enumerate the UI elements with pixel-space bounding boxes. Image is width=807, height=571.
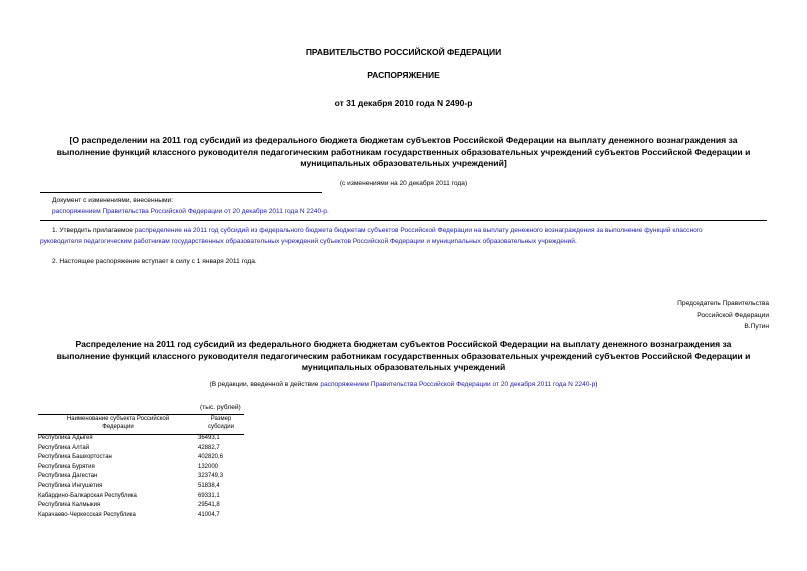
subsidy-value: 69331,1 <box>198 492 220 499</box>
region-name: Республика Бурятия <box>38 463 95 470</box>
amended-note: (с изменениями на 20 декабря 2011 года) <box>339 180 468 187</box>
region-name: Республика Ингушетия <box>38 482 103 489</box>
subsidy-value: 41004,7 <box>198 511 220 518</box>
subsidy-value: 132000 <box>198 463 219 470</box>
distribution-title-line: муниципальных образовательных учреждений <box>301 362 506 372</box>
subsidy-value: 29541,8 <box>198 502 220 509</box>
signature-position: Председатель Правительства <box>677 300 769 307</box>
paragraph-2: 2. Настоящее распоряжение вступает в силу с 1 января 2011 года. <box>52 258 257 265</box>
table-row <box>38 435 244 445</box>
document-type: РАСПОРЯЖЕНИЕ <box>367 70 440 80</box>
divider <box>40 192 322 193</box>
region-name: Республика Башкортостан <box>38 454 112 461</box>
subsidy-table <box>38 414 244 521</box>
title-line: муниципальных образовательных учреждений] <box>300 158 507 168</box>
signature-position: Российской Федерации <box>697 311 769 319</box>
column-header-value <box>198 415 244 435</box>
table-header-row <box>38 415 244 435</box>
table-units: (тыс. рублей) <box>200 404 241 411</box>
edition-link[interactable]: распоряжением Правительства Российской Федерации от 20 декабря 2011 года N 2240-р <box>320 381 596 388</box>
table-row <box>38 483 244 493</box>
region-name: Республика Калмыкия <box>38 502 101 509</box>
document-date-number: от 31 декабря 2010 года N 2490-р <box>334 98 473 108</box>
paragraph-1-suffix: . <box>574 238 577 245</box>
region-name: Республика Алтай <box>38 444 90 451</box>
distribution-title-line: Распределение на 2011 год субсидий из федерального бюджета бюджетам субъектов Российской Федерации на выплату денежного вознаграждения за <box>75 339 732 349</box>
table-row <box>38 445 244 455</box>
subsidy-value: 402820,6 <box>198 454 224 461</box>
changes-link[interactable]: распоряжением Правительства Российской Федерации от 20 декабря 2011 года N 2240-р. <box>52 208 329 215</box>
subsidy-value: 36493,1 <box>198 435 220 441</box>
paragraph-1 <box>52 226 772 236</box>
table-row <box>38 473 244 483</box>
signature-block <box>677 298 769 333</box>
edition-note <box>0 381 807 388</box>
region-name: Республика Дагестан <box>38 473 98 480</box>
government-heading: ПРАВИТЕЛЬСТВО РОССИЙСКОЙ ФЕДЕРАЦИИ <box>305 47 502 57</box>
title-line: [О распределении на 2011 год субсидий из федерального бюджета бюджетам субъектов Российской Федерации на выплату денежного вознаграждения за <box>69 135 738 145</box>
paragraph-1-prefix: 1. Утвердить прилагаемое <box>52 227 133 234</box>
table-row <box>38 493 244 503</box>
paragraph-1-continued <box>40 237 770 247</box>
column-header-text: субсидии <box>208 424 234 430</box>
region-name: Карачаево-Черкесская Республика <box>38 511 136 518</box>
title-line: выполнение функций классного руководителя педагогическим работникам государственных образовательных учреждений субъектов Российской Федерации и <box>56 146 751 157</box>
distribution-title-line: выполнение функций классного руководителя педагогическим работникам государственных образовательных учреждений субъектов Российской Федерации и <box>56 350 751 361</box>
column-header-text: Размер <box>210 416 232 422</box>
region-name: Республика Адыгея <box>38 435 93 441</box>
changes-label: Документ с изменениями, внесенными: <box>52 197 174 204</box>
table-body <box>38 435 244 522</box>
distribution-link[interactable]: распределение на 2011 год субсидий из федерального бюджета бюджетам субъектов Российской Федерации на выплату денежного вознаграждения за выполнение функций классного <box>134 227 703 234</box>
table-row <box>38 502 244 512</box>
distribution-link[interactable]: руководителя педагогическим работникам государственных образовательных учреждений субъектов Российской Федерации и муниципальных образовательных учреждений <box>40 238 575 245</box>
edition-suffix: ) <box>595 381 598 388</box>
table-row <box>38 512 244 522</box>
edition-prefix: (В редакции, введенной в действие <box>209 381 319 388</box>
column-header-name <box>38 415 198 435</box>
distribution-title <box>30 339 777 374</box>
column-header-text: Наименование субъекта Российской <box>66 416 170 422</box>
signature-name: В.Путин <box>744 323 769 330</box>
divider <box>40 220 767 221</box>
region-name: Кабардино-Балкарская Республика <box>38 492 137 499</box>
table-row <box>38 454 244 464</box>
document-title <box>30 135 777 170</box>
subsidy-value: 51838,4 <box>198 482 220 489</box>
table-row <box>38 464 244 474</box>
column-header-text: Федерации <box>102 424 134 430</box>
subsidy-value: 323749,3 <box>198 473 224 480</box>
subsidy-value: 42882,7 <box>198 444 220 451</box>
